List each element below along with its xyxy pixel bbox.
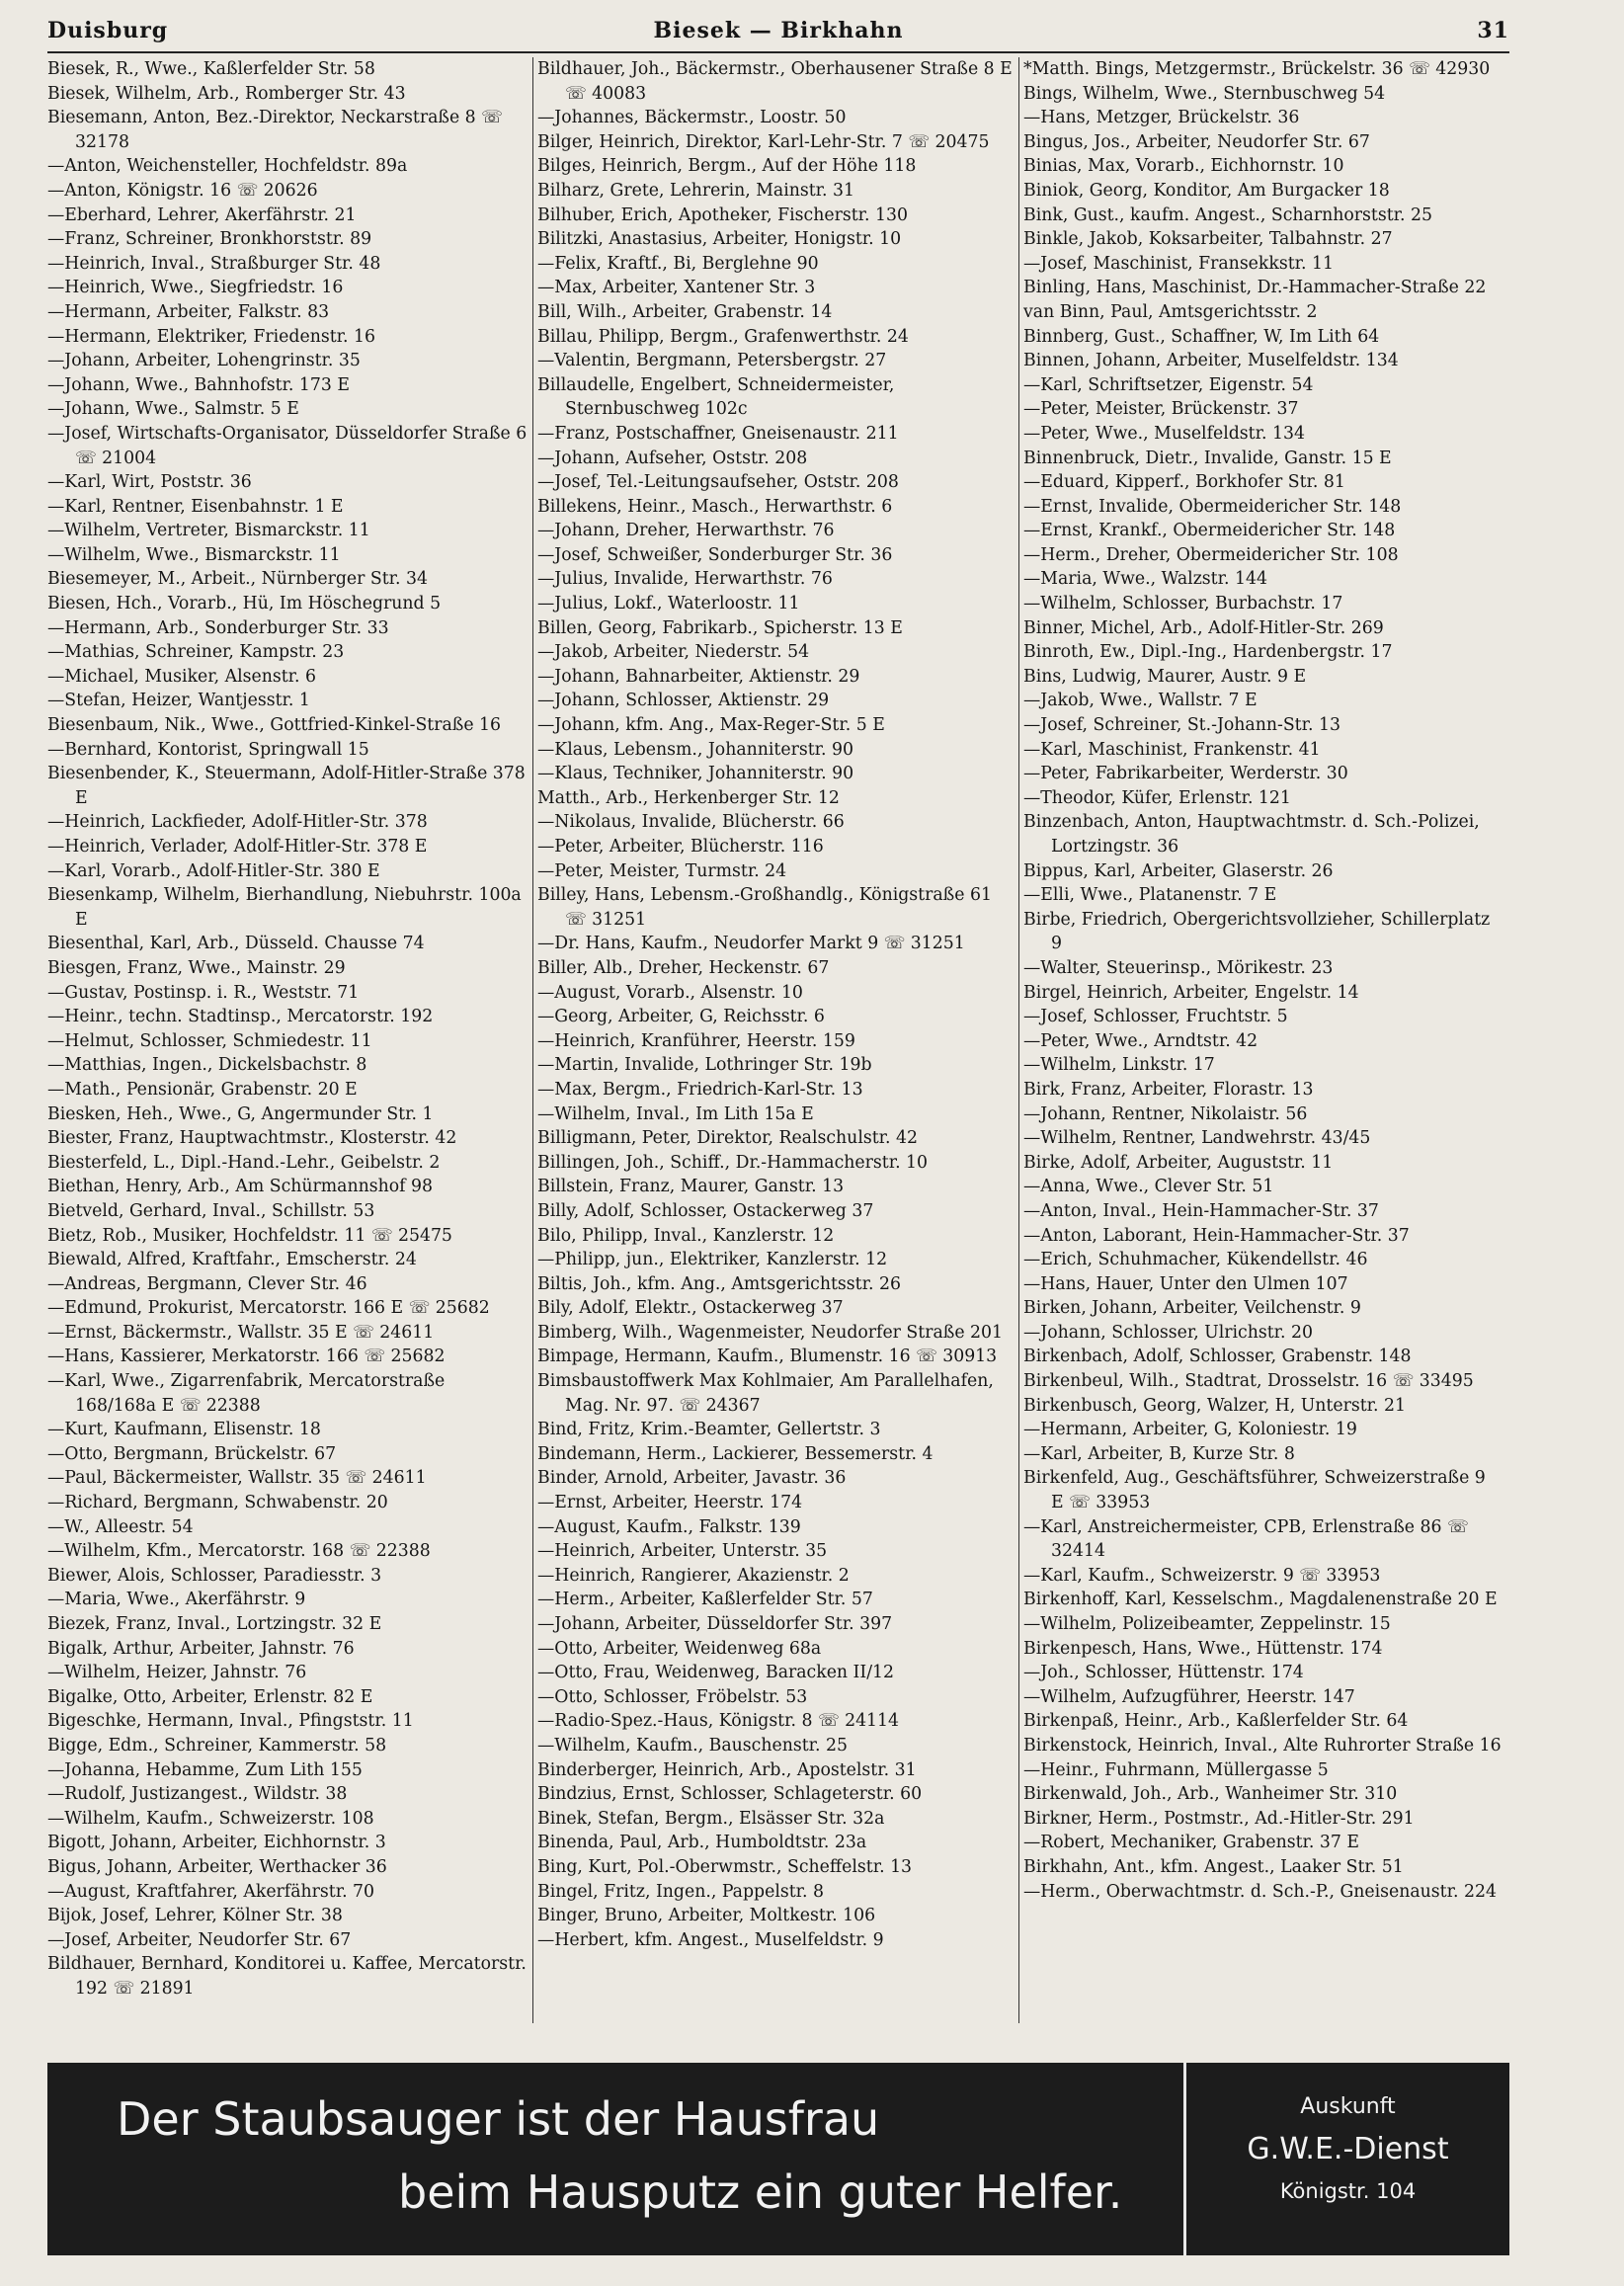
- directory-entry: Bigus, Johann, Arbeiter, Werthacker 36: [47, 1856, 387, 1877]
- directory-entry: Birkenpesch, Hans, Wwe., Hüttenstr. 174: [1023, 1638, 1383, 1659]
- directory-entry: Birkenbach, Adolf, Schlosser, Grabenstr. 148: [1023, 1347, 1412, 1367]
- advertisement-banner: [47, 2063, 1509, 2255]
- directory-entry: Bietz, Rob., Musiker, Hochfeldstr. 11 ☏ 25475: [47, 1225, 452, 1246]
- directory-entry: —Hermann, Elektriker, Friedenstr. 16: [47, 326, 375, 347]
- directory-entry: Matth., Arb., Herkenberger Str. 12: [537, 787, 840, 808]
- directory-entry: —Josef, Arbeiter, Neudorfer Str. 67: [47, 1929, 352, 1950]
- directory-entry: —Johann, kfm. Ang., Max-Reger-Str. 5 E: [537, 715, 885, 736]
- directory-entry: —Bernhard, Kontorist, Springwall 15: [47, 739, 369, 760]
- ad-slogan-panel: [47, 2063, 1186, 2255]
- directory-entry: —Franz, Postschaffner, Gneisenaustr. 211: [537, 423, 899, 444]
- directory-entry: Birkenfeld, Aug., Geschäftsführer, Schweizerstraße 9 E ☏ 33953: [1023, 1468, 1486, 1513]
- directory-entry: —Julius, Invalide, Herwarthstr. 76: [537, 569, 833, 590]
- directory-entry: —Johann, Bahnarbeiter, Aktienstr. 29: [537, 666, 860, 687]
- directory-entry: —Heinrich, Verlader, Adolf-Hitler-Str. 378 E: [47, 837, 428, 857]
- directory-entry: —Mathias, Schreiner, Kampstr. 23: [47, 642, 345, 663]
- directory-entry: —Hans, Metzger, Brückelstr. 36: [1023, 108, 1300, 128]
- directory-entry: Billekens, Heinr., Masch., Herwarthstr. 6: [537, 496, 893, 517]
- directory-entry: Bigott, Johann, Arbeiter, Eichhornstr. 3: [47, 1833, 386, 1853]
- directory-entry: —Wilhelm, Polizeibeamter, Zeppelinstr. 15: [1023, 1614, 1391, 1634]
- directory-entry: —Otto, Frau, Weidenweg, Baracken II/12: [537, 1663, 895, 1683]
- directory-entry: Biltis, Joh., kfm. Ang., Amtsgerichtsstr. 26: [537, 1273, 901, 1294]
- directory-entry: Biesterfeld, L., Dipl.-Hand.-Lehr., Geibelstr. 2: [47, 1152, 441, 1173]
- directory-entry: Billstein, Franz, Maurer, Ganstr. 13: [537, 1177, 845, 1197]
- directory-entry: —Johann, Schlosser, Aktienstr. 29: [537, 691, 830, 711]
- directory-entry: —Herbert, kfm. Angest., Muselfeldstr. 9: [537, 1929, 884, 1950]
- directory-entry: —Peter, Meister, Turmstr. 24: [537, 860, 787, 881]
- directory-entry: —Dr. Hans, Kaufm., Neudorfer Markt 9 ☏ 31251: [537, 934, 965, 954]
- page-header: [47, 18, 1509, 51]
- directory-entry: —Max, Bergm., Friedrich-Karl-Str. 13: [537, 1079, 863, 1100]
- directory-entry: —Walter, Steuerinsp., Mörikestr. 23: [1023, 957, 1334, 978]
- directory-entry: Billaudelle, Engelbert, Schneidermeister, Sternbuschweg 102c: [537, 374, 895, 420]
- directory-entry: —Karl, Maschinist, Frankenstr. 41: [1023, 739, 1321, 760]
- directory-entry: Binroth, Ew., Dipl.-Ing., Hardenbergstr. 17: [1023, 642, 1393, 663]
- directory-entry: —Otto, Arbeiter, Weidenweg 68a: [537, 1638, 822, 1659]
- directory-entry: Biester, Franz, Hauptwachtmstr., Klosterstr. 42: [47, 1128, 457, 1149]
- directory-entry: —Paul, Bäckermeister, Wallstr. 35 ☏ 24611: [47, 1468, 427, 1489]
- directory-entry: —Heinrich, Wwe., Siegfriedstr. 16: [47, 278, 344, 298]
- directory-entry: Bijok, Josef, Lehrer, Kölner Str. 38: [47, 1906, 343, 1926]
- directory-entry: —Johann, Schlosser, Ulrichstr. 20: [1023, 1322, 1314, 1343]
- directory-entry: Billigmann, Peter, Direktor, Realschulstr. 42: [537, 1128, 918, 1149]
- directory-entry: Biesenkamp, Wilhelm, Bierhandlung, Niebuhrstr. 100a E: [47, 885, 522, 930]
- directory-entry: Birkenpaß, Heinr., Arb., Kaßlerfelder Str. 64: [1023, 1711, 1409, 1732]
- ad-contact-name: G.W.E.-Dienst: [1247, 2132, 1449, 2166]
- directory-entry: —Edmund, Prokurist, Mercatorstr. 166 E ☏ 25682: [47, 1298, 490, 1319]
- directory-entry: —Karl, Kaufm., Schweizerstr. 9 ☏ 33953: [1023, 1565, 1381, 1586]
- directory-entry: —Heinr., Fuhrmann, Müllergasse 5: [1023, 1759, 1329, 1780]
- directory-entry: —Karl, Vorarb., Adolf-Hitler-Str. 380 E: [47, 860, 380, 881]
- directory-entry: Bilitzki, Anastasius, Arbeiter, Honigstr. 10: [537, 229, 902, 250]
- directory-entry: Biesenthal, Karl, Arb., Düsseld. Chausse 74: [47, 934, 425, 954]
- directory-entry: —Wilhelm, Vertreter, Bismarckstr. 11: [47, 521, 370, 541]
- directory-entry: —Michael, Musiker, Alsenstr. 6: [47, 666, 317, 687]
- directory-entry: Bing, Kurt, Pol.-Oberwmstr., Scheffelstr. 13: [537, 1856, 913, 1877]
- directory-entry: —Wilhelm, Aufzugführer, Heerstr. 147: [1023, 1686, 1355, 1707]
- directory-entry: —Johann, Wwe., Salmstr. 5 E: [47, 399, 299, 420]
- directory-entry: Binling, Hans, Maschinist, Dr.-Hammacher-Straße 22: [1023, 278, 1487, 298]
- directory-entry: Bietveld, Gerhard, Inval., Schillstr. 53: [47, 1200, 375, 1221]
- page-number: 31: [1477, 18, 1509, 43]
- directory-entry: —Johanna, Hebamme, Zum Lith 155: [47, 1759, 363, 1780]
- directory-entry: —August, Kaufm., Falkstr. 139: [537, 1516, 801, 1537]
- directory-entry: —Felix, Kraftf., Bi, Berglehne 90: [537, 253, 819, 274]
- directory-entry: Bigge, Edm., Schreiner, Kammerstr. 58: [47, 1735, 387, 1755]
- directory-entry: —Peter, Meister, Brückenstr. 37: [1023, 399, 1299, 420]
- directory-column-3: [1019, 57, 1505, 2023]
- directory-entry: —August, Vorarb., Alsenstr. 10: [537, 982, 803, 1003]
- directory-entry: Billen, Georg, Fabrikarb., Spicherstr. 13 E: [537, 617, 903, 638]
- directory-entry: —Joh., Schlosser, Hüttenstr. 174: [1023, 1663, 1304, 1683]
- directory-entry: —Peter, Wwe., Arndtstr. 42: [1023, 1030, 1259, 1051]
- directory-entry: —Nikolaus, Invalide, Blücherstr. 66: [537, 812, 845, 833]
- directory-entry: Bilharz, Grete, Lehrerin, Mainstr. 31: [537, 180, 855, 201]
- directory-entry: Biesenbender, K., Steuermann, Adolf-Hitler-Straße 378 E: [47, 764, 526, 808]
- directory-entry: —Ernst, Invalide, Obermeidericher Str. 148: [1023, 496, 1402, 517]
- directory-entry: —Josef, Schlosser, Fruchtstr. 5: [1023, 1007, 1288, 1027]
- directory-entry: —Math., Pensionär, Grabenstr. 20 E: [47, 1079, 358, 1100]
- directory-entry: —Josef, Maschinist, Fransekkstr. 11: [1023, 253, 1335, 274]
- ad-slogan-line-2: beim Hausputz ein guter Helfer.: [398, 2165, 1123, 2219]
- directory-entry: —Stefan, Heizer, Wantjesstr. 1: [47, 691, 310, 711]
- directory-entry: —Otto, Bergmann, Brückelstr. 67: [47, 1443, 337, 1464]
- directory-entry: —W., Alleestr. 54: [47, 1516, 194, 1537]
- directory-entry: Binnberg, Gust., Schaffner, W, Im Lith 64: [1023, 326, 1380, 347]
- directory-entry: —Kurt, Kaufmann, Elisenstr. 18: [47, 1420, 321, 1440]
- ad-contact-title: Auskunft: [1300, 2094, 1396, 2119]
- directory-entry: —Klaus, Lebensm., Johanniterstr. 90: [537, 739, 853, 760]
- directory-entry: —Anton, Inval., Hein-Hammacher-Str. 37: [1023, 1200, 1379, 1221]
- directory-entry: —Jakob, Arbeiter, Niederstr. 54: [537, 642, 810, 663]
- directory-entry: —Georg, Arbeiter, G, Reichsstr. 6: [537, 1007, 825, 1027]
- directory-entry: Binkle, Jakob, Koksarbeiter, Talbahnstr. 27: [1023, 229, 1393, 250]
- directory-entry: —Peter, Fabrikarbeiter, Werderstr. 30: [1023, 764, 1348, 784]
- directory-entry: Billingen, Joh., Schiff., Dr.-Hammacherstr. 10: [537, 1152, 929, 1173]
- directory-entry: —Theodor, Küfer, Erlenstr. 121: [1023, 787, 1291, 808]
- directory-entry: —Philipp, jun., Elektriker, Kanzlerstr. 12: [537, 1250, 888, 1270]
- directory-entry: —Otto, Schlosser, Fröbelstr. 53: [537, 1686, 808, 1707]
- directory-entry: —Johann, Aufseher, Oststr. 208: [537, 448, 808, 468]
- directory-entry: —Josef, Schweißer, Sonderburger Str. 36: [537, 544, 893, 565]
- directory-entry: —Herm., Oberwachtmstr. d. Sch.-P., Gneisenaustr. 224: [1023, 1881, 1497, 1902]
- directory-entry: van Binn, Paul, Amtsgerichtsstr. 2: [1023, 301, 1318, 322]
- directory-entry: —Wilhelm, Heizer, Jahnstr. 76: [47, 1663, 307, 1683]
- directory-entry: Biewald, Alfred, Kraftfahr., Emscherstr. 24: [47, 1250, 417, 1270]
- directory-entry: —Franz, Schreiner, Bronkhorststr. 89: [47, 229, 372, 250]
- directory-entry: Binek, Stefan, Bergm., Elsässer Str. 32a: [537, 1808, 885, 1829]
- directory-entry: Biniok, Georg, Konditor, Am Burgacker 18: [1023, 180, 1390, 201]
- directory-entry: —Valentin, Bergmann, Petersbergstr. 27: [537, 351, 887, 371]
- directory-entry: Biesemann, Anton, Bez.-Direktor, Neckarstraße 8 ☏ 32178: [47, 108, 503, 152]
- directory-entry: —Wilhelm, Schlosser, Burbachstr. 17: [1023, 594, 1343, 614]
- directory-entry: Birken, Johann, Arbeiter, Veilchenstr. 9: [1023, 1298, 1361, 1319]
- directory-entry: —Josef, Tel.-Leitungsaufseher, Oststr. 208: [537, 472, 899, 493]
- directory-entry: —Wilhelm, Kaufm., Bauschenstr. 25: [537, 1735, 848, 1755]
- directory-entry: —Herm., Dreher, Obermeidericher Str. 108: [1023, 544, 1399, 565]
- directory-entry: —Eduard, Kipperf., Borkhofer Str. 81: [1023, 472, 1345, 493]
- directory-entry: Birbe, Friedrich, Obergerichtsvollzieher, Schillerplatz 9: [1023, 909, 1491, 954]
- header-rule: [47, 51, 1509, 53]
- directory-entry: Bink, Gust., kaufm. Angest., Scharnhorststr. 25: [1023, 204, 1433, 225]
- directory-entry: —Johannes, Bäckermstr., Loostr. 50: [537, 108, 847, 128]
- city-title: Duisburg: [47, 18, 169, 43]
- directory-entry: —Anton, Laborant, Hein-Hammacher-Str. 37: [1023, 1225, 1410, 1246]
- directory-entry: —Johann, Arbeiter, Düsseldorfer Str. 397: [537, 1614, 893, 1634]
- directory-entry: Bilhuber, Erich, Apotheker, Fischerstr. 130: [537, 204, 908, 225]
- directory-entry: Bigalke, Otto, Arbeiter, Erlenstr. 82 E: [47, 1686, 373, 1707]
- directory-entry: Binder, Arnold, Arbeiter, Javastr. 36: [537, 1468, 847, 1489]
- directory-entry: Biesemeyer, M., Arbeit., Nürnberger Str. 34: [47, 569, 429, 590]
- directory-entry: *Matth. Bings, Metzgermstr., Brückelstr. 36 ☏ 42930: [1023, 59, 1491, 79]
- directory-entry: Biller, Alb., Dreher, Heckenstr. 67: [537, 957, 830, 978]
- directory-entry: Birk, Franz, Arbeiter, Florastr. 13: [1023, 1079, 1314, 1100]
- directory-entry: —Jakob, Wwe., Wallstr. 7 E: [1023, 691, 1258, 711]
- directory-entry: —Robert, Mechaniker, Grabenstr. 37 E: [1023, 1833, 1359, 1853]
- directory-column-2: [533, 57, 1019, 2023]
- directory-entry: —Heinrich, Kranführer, Heerstr. 159: [537, 1030, 855, 1051]
- directory-entry: —Max, Arbeiter, Xantener Str. 3: [537, 278, 816, 298]
- range-title: Biesek — Birkhahn: [653, 18, 904, 43]
- directory-entry: —Heinrich, Rangierer, Akazienstr. 2: [537, 1565, 850, 1586]
- directory-entry: —Julius, Lokf., Waterloostr. 11: [537, 594, 800, 614]
- directory-entry: —Eberhard, Lehrer, Akerfährstr. 21: [47, 204, 357, 225]
- directory-entry: Birkner, Herm., Postmstr., Ad.-Hitler-Str. 291: [1023, 1808, 1415, 1829]
- directory-entry: Biesenbaum, Nik., Wwe., Gottfried-Kinkel-Straße 16: [47, 715, 502, 736]
- directory-entry: Binzenbach, Anton, Hauptwachtmstr. d. Sch.-Polizei, Lortzingstr. 36: [1023, 812, 1480, 857]
- directory-entry: —Karl, Arbeiter, B, Kurze Str. 8: [1023, 1443, 1295, 1464]
- directory-entry: —Andreas, Bergmann, Clever Str. 46: [47, 1273, 367, 1294]
- directory-entry: —Gustav, Postinsp. i. R., Weststr. 71: [47, 982, 360, 1003]
- ad-contact-panel: [1186, 2063, 1509, 2255]
- directory-entry: —Wilhelm, Kaufm., Schweizerstr. 108: [47, 1808, 374, 1829]
- directory-entry: Birkenstock, Heinrich, Inval., Alte Ruhrorter Straße 16: [1023, 1735, 1502, 1755]
- directory-entry: —Maria, Wwe., Walzstr. 144: [1023, 569, 1267, 590]
- directory-entry: —Anna, Wwe., Clever Str. 51: [1023, 1177, 1274, 1197]
- directory-entry: Bimpage, Hermann, Kaufm., Blumenstr. 16 ☏ 30913: [537, 1347, 998, 1367]
- directory-entry: Binnenbruck, Dietr., Invalide, Ganstr. 15 E: [1023, 448, 1392, 468]
- directory-entry: —Heinrich, Inval., Straßburger Str. 48: [47, 253, 381, 274]
- ad-slogan-line-1: Der Staubsauger ist der Hausfrau: [117, 2092, 880, 2146]
- directory-entry: —Josef, Schreiner, St.-Johann-Str. 13: [1023, 715, 1340, 736]
- directory-entry: Binnen, Johann, Arbeiter, Muselfeldstr. 134: [1023, 351, 1399, 371]
- directory-entry: —Josef, Wirtschafts-Organisator, Düsseldorfer Straße 6 ☏ 21004: [47, 423, 528, 468]
- directory-entry: Billau, Philipp, Bergm., Grafenwerthstr. 24: [537, 326, 909, 347]
- directory-entry: Billey, Hans, Lebensm.-Großhandlg., Königstraße 61 ☏ 31251: [537, 885, 992, 930]
- directory-entry: Bindemann, Herm., Lackierer, Bessemerstr. 4: [537, 1443, 934, 1464]
- directory-entry: Bimberg, Wilh., Wagenmeister, Neudorfer Straße 201: [537, 1322, 1004, 1343]
- directory-entry: Birkhahn, Ant., kfm. Angest., Laaker Str. 51: [1023, 1856, 1404, 1877]
- directory-entry: —Erich, Schuhmacher, Kükendellstr. 46: [1023, 1250, 1368, 1270]
- directory-entry: Bigeschke, Hermann, Inval., Pfingststr. 11: [47, 1711, 414, 1732]
- directory-entry: —Maria, Wwe., Akerfährstr. 9: [47, 1590, 306, 1610]
- directory-entry: —Hermann, Arbeiter, Falkstr. 83: [47, 301, 330, 322]
- directory-entry: Billy, Adolf, Schlosser, Ostackerweg 37: [537, 1200, 874, 1221]
- directory-entry: —Anton, Weichensteller, Hochfeldstr. 89a: [47, 156, 408, 177]
- directory-entry: —Peter, Arbeiter, Blücherstr. 116: [537, 837, 824, 857]
- directory-entry: Bindzius, Ernst, Schlosser, Schlageterstr. 60: [537, 1784, 923, 1805]
- directory-entry: Biesgen, Franz, Wwe., Mainstr. 29: [47, 957, 346, 978]
- directory-entry: Birkenbeul, Wilh., Stadtrat, Drosselstr. 16 ☏ 33495: [1023, 1371, 1474, 1392]
- directory-entry: —Johann, Rentner, Nikolaistr. 56: [1023, 1103, 1308, 1124]
- directory-entry: Bilges, Heinrich, Bergm., Auf der Höhe 118: [537, 156, 917, 177]
- directory-entry: —Richard, Bergmann, Schwabenstr. 20: [47, 1493, 388, 1513]
- directory-entry: Bilger, Heinrich, Direktor, Karl-Lehr-Str. 7 ☏ 20475: [537, 131, 990, 152]
- directory-entry: Biezek, Franz, Inval., Lortzingstr. 32 E: [47, 1614, 382, 1634]
- directory-entry: —Elli, Wwe., Platanenstr. 7 E: [1023, 885, 1277, 906]
- directory-entry: —Wilhelm, Kfm., Mercatorstr. 168 ☏ 22388: [47, 1541, 431, 1562]
- directory-entry: Bins, Ludwig, Maurer, Austr. 9 E: [1023, 666, 1307, 687]
- directory-entry: Bingel, Fritz, Ingen., Pappelstr. 8: [537, 1881, 825, 1902]
- directory-entry: Bildhauer, Bernhard, Konditorei u. Kaffee, Mercatorstr. 192 ☏ 21891: [47, 1954, 527, 1999]
- directory-entry: Bildhauer, Joh., Bäckermstr., Oberhausener Straße 8 E ☏ 40083: [537, 59, 1013, 104]
- directory-entry: —Matthias, Ingen., Dickelsbachstr. 8: [47, 1055, 367, 1076]
- directory-entry: —Ernst, Krankf., Obermeidericher Str. 148: [1023, 521, 1396, 541]
- directory-entry: Bippus, Karl, Arbeiter, Glaserstr. 26: [1023, 860, 1334, 881]
- directory-entry: —Ernst, Bäckermstr., Wallstr. 35 E ☏ 24611: [47, 1322, 435, 1343]
- directory-entry: Bily, Adolf, Elektr., Ostackerweg 37: [537, 1298, 844, 1319]
- directory-entry: Bigalk, Arthur, Arbeiter, Jahnstr. 76: [47, 1638, 355, 1659]
- directory-entry: Bingus, Jos., Arbeiter, Neudorfer Str. 67: [1023, 131, 1370, 152]
- directory-entry: —Johann, Arbeiter, Lohengrinstr. 35: [47, 351, 361, 371]
- directory-entry: —Karl, Rentner, Eisenbahnstr. 1 E: [47, 496, 344, 517]
- directory-entry: —Klaus, Techniker, Johanniterstr. 90: [537, 764, 854, 784]
- directory-entry: Biesek, R., Wwe., Kaßlerfelder Str. 58: [47, 59, 375, 79]
- directory-entry: Birkenhoff, Karl, Kesselschm., Magdalenenstraße 20 E: [1023, 1590, 1498, 1610]
- directory-entry: Bimsbaustoffwerk Max Kohlmaier, Am Parallelhafen, Mag. Nr. 97. ☏ 24367: [537, 1371, 994, 1416]
- directory-entry: Bilo, Philipp, Inval., Kanzlerstr. 12: [537, 1225, 835, 1246]
- directory-entry: —Heinr., techn. Stadtinsp., Mercatorstr. 192: [47, 1007, 434, 1027]
- directory-entry: —Hermann, Arb., Sonderburger Str. 33: [47, 617, 389, 638]
- directory-entry: —Wilhelm, Rentner, Landwehrstr. 43/45: [1023, 1128, 1371, 1149]
- directory-entry: —Hans, Hauer, Unter den Ulmen 107: [1023, 1273, 1348, 1294]
- directory-entry: —Wilhelm, Wwe., Bismarckstr. 11: [47, 544, 341, 565]
- directory-entry: —Karl, Anstreichermeister, CPB, Erlenstraße 86 ☏ 32414: [1023, 1516, 1469, 1562]
- directory-entry: Binias, Max, Vorarb., Eichhornstr. 10: [1023, 156, 1344, 177]
- directory-entry: —Radio-Spez.-Haus, Königstr. 8 ☏ 24114: [537, 1711, 900, 1732]
- directory-entry: Birkenbusch, Georg, Walzer, H, Unterstr. 21: [1023, 1395, 1407, 1416]
- directory-entry: —Karl, Wwe., Zigarrenfabrik, Mercatorstraße 168/168a E ☏ 22388: [47, 1371, 446, 1416]
- directory-entry: —August, Kraftfahrer, Akerfährstr. 70: [47, 1881, 375, 1902]
- directory-entry: Binger, Bruno, Arbeiter, Moltkestr. 106: [537, 1906, 876, 1926]
- directory-entry: —Hans, Kassierer, Merkatorstr. 166 ☏ 25682: [47, 1347, 446, 1367]
- directory-entry: —Wilhelm, Linkstr. 17: [1023, 1055, 1215, 1076]
- directory-entry: Binderberger, Heinrich, Arb., Apostelstr. 31: [537, 1759, 917, 1780]
- directory-columns: [47, 57, 1509, 2023]
- directory-entry: Biewer, Alois, Schlosser, Paradiesstr. 3: [47, 1565, 382, 1586]
- directory-entry: —Peter, Wwe., Muselfeldstr. 134: [1023, 423, 1305, 444]
- directory-entry: —Heinrich, Arbeiter, Unterstr. 35: [537, 1541, 828, 1562]
- directory-entry: —Johann, Dreher, Herwarthstr. 76: [537, 521, 835, 541]
- directory-entry: Bings, Wilhelm, Wwe., Sternbuschweg 54: [1023, 83, 1386, 104]
- directory-entry: —Johann, Wwe., Bahnhofstr. 173 E: [47, 374, 350, 395]
- directory-entry: —Hermann, Arbeiter, G, Koloniestr. 19: [1023, 1420, 1357, 1440]
- directory-entry: Binenda, Paul, Arb., Humboldtstr. 23a: [537, 1833, 867, 1853]
- directory-entry: Biesek, Wilhelm, Arb., Romberger Str. 43: [47, 83, 406, 104]
- directory-entry: Birke, Adolf, Arbeiter, Auguststr. 11: [1023, 1152, 1334, 1173]
- directory-entry: —Herm., Arbeiter, Kaßlerfelder Str. 57: [537, 1590, 873, 1610]
- directory-entry: —Heinrich, Lackfieder, Adolf-Hitler-Str. 378: [47, 812, 428, 833]
- ad-contact-address: Königstr. 104: [1279, 2179, 1417, 2203]
- directory-column-1: [47, 57, 533, 2023]
- directory-entry: —Martin, Invalide, Lothringer Str. 19b: [537, 1055, 872, 1076]
- directory-entry: —Anton, Königstr. 16 ☏ 20626: [47, 180, 318, 201]
- directory-entry: Birkenwald, Joh., Arb., Wanheimer Str. 310: [1023, 1784, 1398, 1805]
- directory-entry: Biesken, Heh., Wwe., G, Angermunder Str. 1: [47, 1103, 434, 1124]
- directory-entry: Bill, Wilh., Arbeiter, Grabenstr. 14: [537, 301, 833, 322]
- directory-entry: Biethan, Henry, Arb., Am Schürmannshof 98: [47, 1177, 433, 1197]
- directory-entry: Bind, Fritz, Krim.-Beamter, Gellertstr. 3: [537, 1420, 881, 1440]
- directory-entry: —Karl, Wirt, Poststr. 36: [47, 472, 252, 493]
- directory-entry: —Rudolf, Justizangest., Wildstr. 38: [47, 1784, 348, 1805]
- directory-entry: —Wilhelm, Inval., Im Lith 15a E: [537, 1103, 814, 1124]
- directory-entry: Biesen, Hch., Vorarb., Hü, Im Höschegrund 5: [47, 594, 442, 614]
- directory-entry: —Karl, Schriftsetzer, Eigenstr. 54: [1023, 374, 1314, 395]
- directory-entry: Binner, Michel, Arb., Adolf-Hitler-Str. 269: [1023, 617, 1384, 638]
- directory-entry: Birgel, Heinrich, Arbeiter, Engelstr. 14: [1023, 982, 1359, 1003]
- directory-entry: —Ernst, Arbeiter, Heerstr. 174: [537, 1493, 803, 1513]
- directory-entry: —Helmut, Schlosser, Schmiedestr. 11: [47, 1030, 372, 1051]
